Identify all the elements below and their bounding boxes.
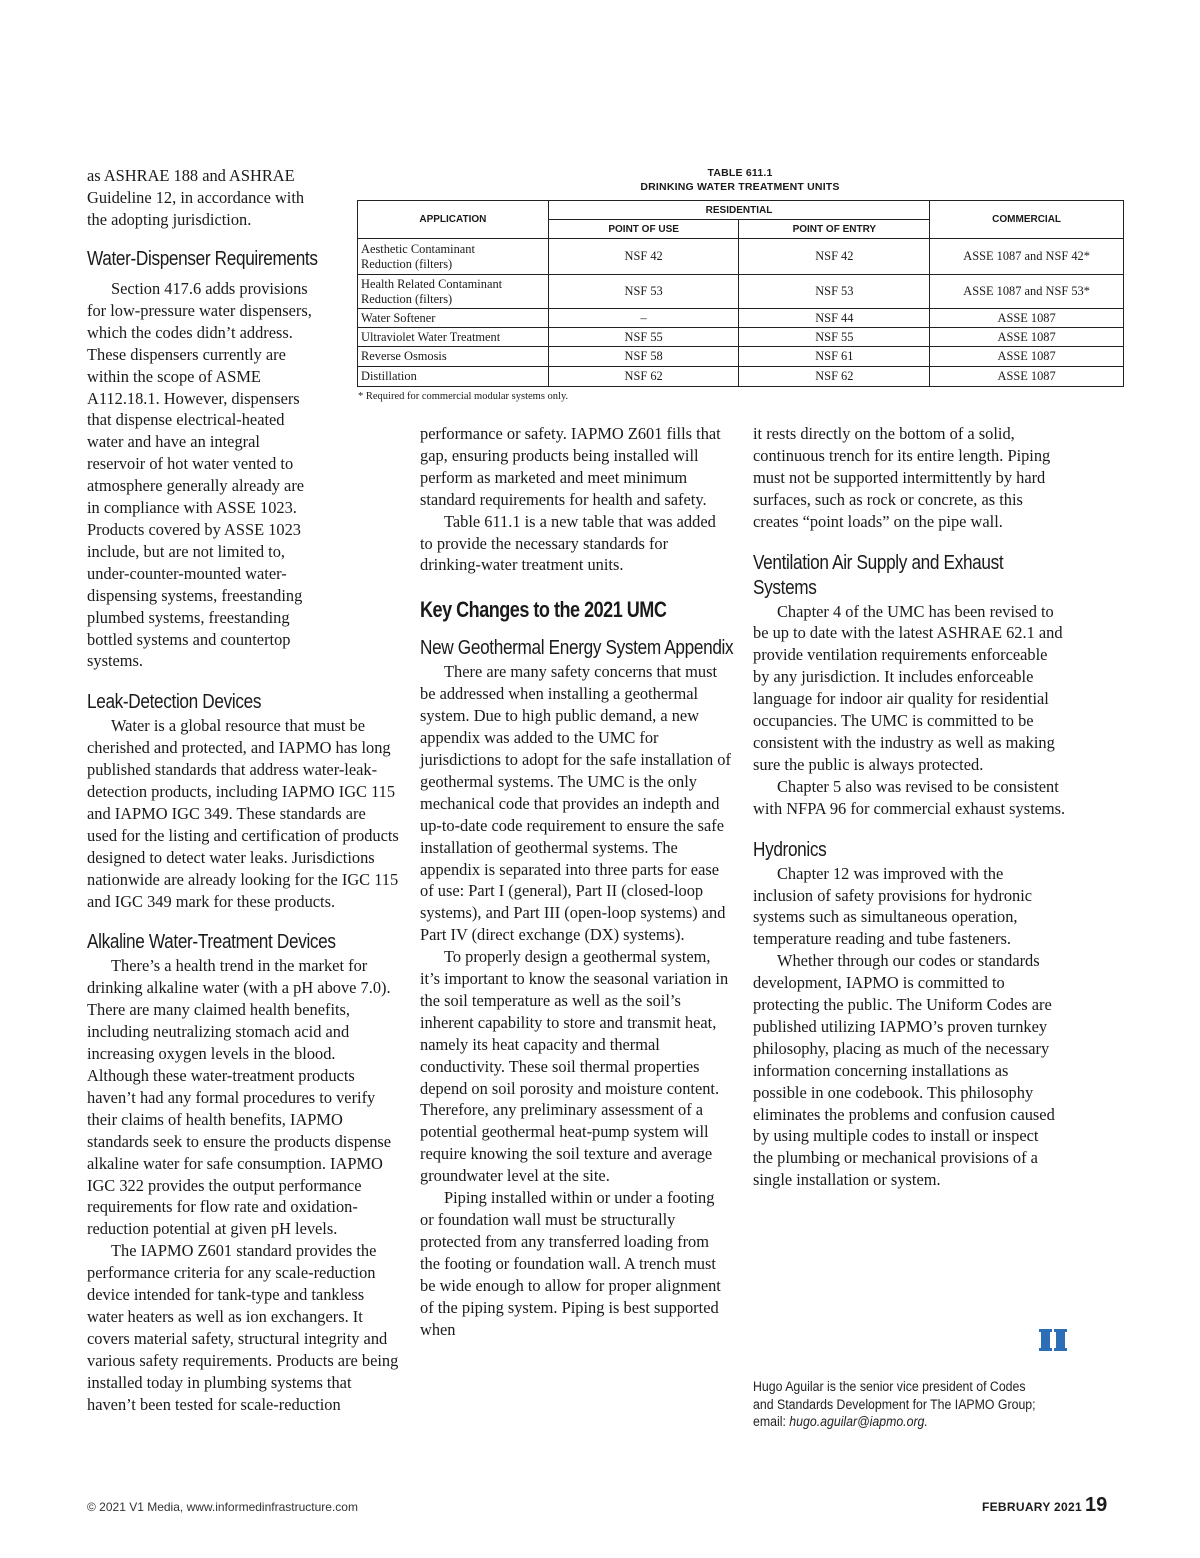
paragraph-leak-detection: Water is a global resource that must be cherished and protected, and IAPMO has long published standards that address water-leak-detection products, including IAPMO IGC 115 and IAPMO IGC 349. These standards are used for the listing and certification of products designed to detect water leaks. Jurisdictions nationwide are already looking for the IGC 115 and IGC 349 mark for these products. xyxy=(87,716,399,911)
row-application: Aesthetic Contaminant xyxy=(361,241,475,256)
row-commercial: ASSE 1087 and NSF 53* xyxy=(930,275,1124,309)
heading-water-dispenser: Water-Dispenser Requirements xyxy=(87,247,318,270)
row-commercial: ASSE 1087 xyxy=(930,328,1124,347)
row-point-of-entry: NSF 62 xyxy=(739,367,930,387)
paragraph-hydronics-1: Chapter 12 was improved with the inclusion of safety provisions for hydronic systems such as simultaneous operation, temperature reading and tube fasteners. xyxy=(753,863,1033,949)
column-3 xyxy=(753,423,1067,1191)
footer-issue-date: FEBRUARY 2021 xyxy=(982,1500,1082,1514)
header-application: APPLICATION xyxy=(358,201,549,239)
column-2 xyxy=(420,423,732,1340)
paragraph-alkaline: There’s a health trend in the market for drinking alkaline water (with a pH above 7.0). There are many claimed health benefits, including neutralizing stomach acid and increasing oxygen levels in the blood. Although these water-treatment products haven’t had any formal procedures to verify their claims of health benefits, IAPMO standards seek to ensure the products dispense alkaline water for safe consumption. IAPMO IGC 322 provides the output performance requirements for flow rate and oxidation-reduction potential at given pH levels. xyxy=(87,956,392,1239)
author-bio xyxy=(753,1378,1047,1431)
heading-ventilation: Ventilation Air Supply and Exhaust Systems xyxy=(753,551,1004,599)
row-commercial: ASSE 1087 xyxy=(930,367,1124,387)
paragraph-geothermal-2: To properly design a geothermal system, it’s important to know the seasonal variation in the soil temperature as well as the soil’s inherent capability to store and transmit heat, namely its heat capacity and thermal conductivity. These soil thermal properties depend on soil porosity and moisture content. Therefore, any preliminary assessment of a potential geothermal heat-pump system will require knowing the soil texture and average groundwater level at the site. xyxy=(420,947,729,1186)
intro-paragraph: as ASHRAE 188 and ASHRAE Guideline 12, in accordance with the adopting jurisdiction. xyxy=(87,166,305,229)
table-row xyxy=(358,367,1124,387)
paragraph-hydronics-2: Whether through our codes or standards development, IAPMO is committed to protecting the public. The Uniform Codes are published utilizing IAPMO’s proven turnkey philosophy, placing as much of the necessary information concerning installations as possible in one codebook. This philosophy eliminates the problems and confusion caused by using multiple codes to install or inspect the plumbing or mechanical provisions of a single installation or system. xyxy=(753,951,1055,1190)
iapmo-end-mark-icon xyxy=(1041,1329,1065,1351)
row-point-of-use: NSF 42 xyxy=(548,239,739,275)
header-point-of-use: POINT OF USE xyxy=(548,220,739,239)
row-point-of-entry: NSF 61 xyxy=(739,347,930,367)
table-title: DRINKING WATER TREATMENT UNITS xyxy=(640,181,840,193)
paragraph-z601: The IAPMO Z601 standard provides the performance criteria for any scale-reduction device intended for tank-type and tankless water heaters as well as ion exchangers. It covers material safety, structural integrity and various safety requirements. Products are being installed today in plumbing systems that haven’t been tested for scale-reduction xyxy=(87,1241,399,1414)
author-bio-text: Hugo Aguilar is the senior vice president of Codes and Standards Development for The IAPMO Group; email: xyxy=(753,1379,1036,1430)
paragraph-dispenser: Section 417.6 adds provisions for low-pressure water dispensers, which the codes didn’t address. These dispensers currently are within the scope of ASME A112.18.1. However, dispensers that dispense electrical-heated water and have an integral reservoir of hot water vented to atmosphere generally already are in compliance with ASSE 1023. Products covered by ASSE 1023 include, but are not limited to, under-counter-mounted water-dispensing systems, freestanding plumbed systems, freestanding bottled systems and countertop systems. xyxy=(87,279,312,671)
row-point-of-use: – xyxy=(548,309,739,328)
paragraph-ventilation-2: Chapter 5 also was revised to be consistent with NFPA 96 for commercial exhaust systems. xyxy=(753,776,1066,818)
row-point-of-entry: NSF 44 xyxy=(739,309,930,328)
heading-hydronics: Hydronics xyxy=(753,838,827,861)
header-residential: RESIDENTIAL xyxy=(548,201,929,220)
footer-copyright: © 2021 V1 Media, www.informedinfrastructure.com xyxy=(87,1500,358,1514)
column-1 xyxy=(87,278,399,1416)
paragraph-table-611: Table 611.1 is a new table that was added to provide the necessary standards for drinking-water treatment units. xyxy=(420,511,716,575)
row-application: Distillation xyxy=(358,367,549,387)
row-commercial: ASSE 1087 and NSF 42* xyxy=(930,239,1124,275)
heading-leak-detection: Leak-Detection Devices xyxy=(87,691,262,714)
paragraph-z601-continued: performance or safety. IAPMO Z601 fills that gap, ensuring products being installed will perform as marketed and meet minimum standard requirements for health and safety. xyxy=(420,424,721,509)
heading-geothermal: New Geothermal Energy System Appendix xyxy=(420,637,734,660)
row-commercial: ASSE 1087 xyxy=(930,347,1124,367)
paragraph-geothermal-3: Piping installed within or under a footing or foundation wall must be structurally protected from any transferred loading from the footing or foundation wall. A trench must be wide enough to allow for proper alignment of the piping system. Piping is best supported when xyxy=(420,1188,721,1339)
column-1-top xyxy=(87,165,319,272)
row-point-of-entry: NSF 42 xyxy=(739,239,930,275)
row-application: Reverse Osmosis xyxy=(358,347,549,367)
row-point-of-use: NSF 53 xyxy=(548,275,739,309)
row-commercial: ASSE 1087 xyxy=(930,309,1124,328)
header-commercial: COMMERCIAL xyxy=(930,201,1124,239)
row-point-of-entry: NSF 53 xyxy=(739,275,930,309)
table-row xyxy=(358,328,1124,347)
table-footnote: * Required for commercial modular systems only. xyxy=(358,391,569,402)
heading-alkaline: Alkaline Water-Treatment Devices xyxy=(87,931,336,954)
row-point-of-use: NSF 62 xyxy=(548,367,739,387)
row-point-of-use: NSF 58 xyxy=(548,347,739,367)
page-number: 19 xyxy=(1085,1494,1108,1516)
standards-table xyxy=(357,200,1124,387)
table-number: TABLE 611.1 xyxy=(707,167,773,179)
table-row xyxy=(358,347,1124,367)
row-point-of-use: NSF 55 xyxy=(548,328,739,347)
heading-key-changes: Key Changes to the 2021 UMC xyxy=(420,597,667,623)
row-application-2: Reduction (filters) xyxy=(361,256,453,271)
author-email: hugo.aguilar@iapmo.org. xyxy=(789,1414,928,1430)
row-application: Water Softener xyxy=(358,309,549,328)
paragraph-ventilation-1: Chapter 4 of the UMC has been revised to be up to date with the latest ASHRAE 62.1 and provide ventilation requirements enforceable by any jurisdiction. It includes enforceable language for indoor air quality for residential occupancies. The UMC is committed to be consistent with the industry as well as making sure the public is always protected. xyxy=(753,601,1063,774)
table-row xyxy=(358,309,1124,328)
header-point-of-entry: POINT OF ENTRY xyxy=(739,220,930,239)
row-application: Ultraviolet Water Treatment xyxy=(358,328,549,347)
row-application: Health Related Contaminant xyxy=(361,276,503,291)
paragraph-piping-continued: it rests directly on the bottom of a solid, continuous trench for its entire length. Piping must not be supported intermittently by hard surfaces, such as rock or concrete, as this creates “point loads” on the pipe wall. xyxy=(753,424,1051,531)
row-application-2: Reduction (filters) xyxy=(361,291,453,306)
table-row xyxy=(358,275,1124,309)
paragraph-geothermal-1: There are many safety concerns that must be addressed when installing a geothermal system. Due to high public demand, a new appendix was added to the UMC for jurisdictions to adopt for the safe installation of geothermal systems. The UMC is the only mechanical code that provides an indepth and up-to-date code requirement to ensure the safe installation of geothermal systems. The appendix is separated into three parts for ease of use: Part I (general), Part II (closed-loop systems), and Part III (open-loop systems) and Part IV (direct exchange (DX) systems). xyxy=(420,662,731,945)
row-point-of-entry: NSF 55 xyxy=(739,328,930,347)
table-row xyxy=(358,239,1124,275)
